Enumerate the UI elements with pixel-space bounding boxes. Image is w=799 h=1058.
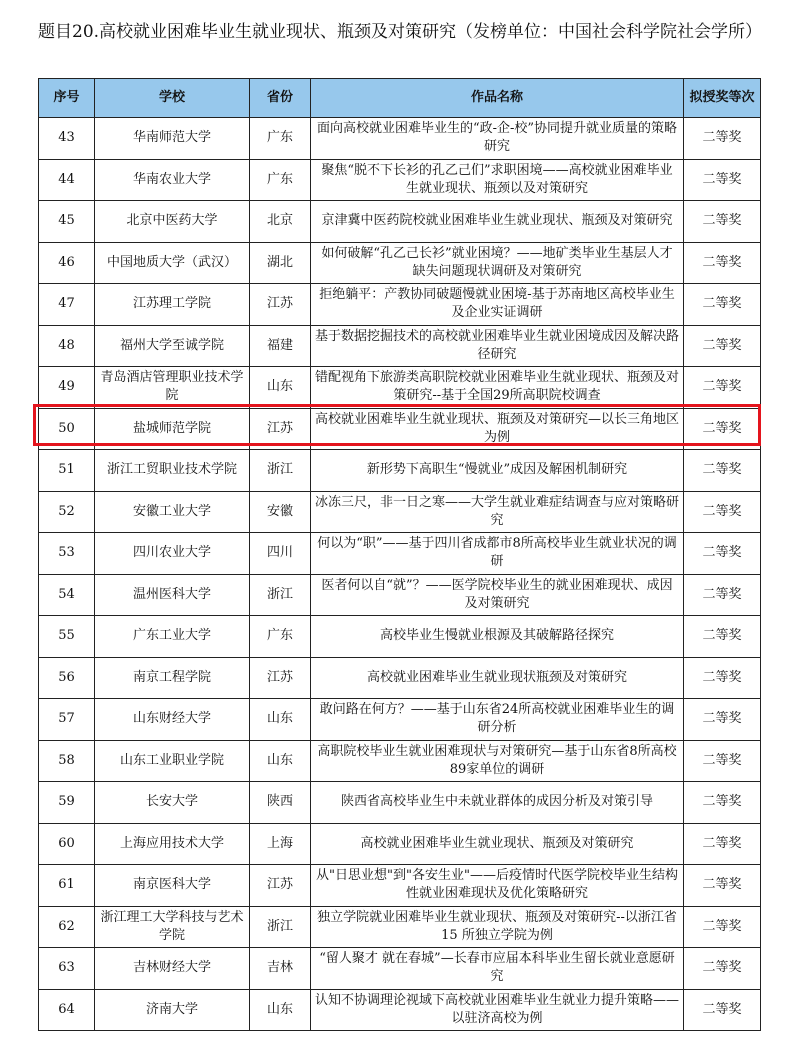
cell-award: 二等奖 <box>684 367 761 409</box>
cell-school: 四川农业大学 <box>95 533 250 575</box>
cell-award: 二等奖 <box>684 284 761 326</box>
cell-school: 盐城师范学院 <box>95 408 250 450</box>
cell-school: 安徽工业大学 <box>95 491 250 533</box>
table-row <box>39 865 761 907</box>
cell-work-title: 医者何以自“就”？——医学院校毕业生的就业困难现状、成因及对策研究 <box>311 574 684 616</box>
cell-province: 山东 <box>250 699 311 741</box>
table-row <box>39 533 761 575</box>
cell-province: 浙江 <box>250 574 311 616</box>
cell-number: 53 <box>39 533 95 575</box>
cell-province: 福建 <box>250 325 311 367</box>
cell-award: 二等奖 <box>684 906 761 948</box>
table-row <box>39 782 761 824</box>
cell-province: 广东 <box>250 159 311 201</box>
cell-school: 吉林财经大学 <box>95 948 250 990</box>
table-row <box>39 242 761 284</box>
table-row <box>39 201 761 243</box>
cell-work-title: 陕西省高校毕业生中未就业群体的成因分析及对策引导 <box>311 782 684 824</box>
cell-school: 浙江工贸职业技术学院 <box>95 450 250 492</box>
cell-number: 58 <box>39 740 95 782</box>
cell-work-title: 何以为“职”——基于四川省成都市8所高校毕业生就业状况的调研 <box>311 533 684 575</box>
table-row <box>39 989 761 1031</box>
cell-school: 北京中医药大学 <box>95 201 250 243</box>
cell-work-title: 基于数据挖掘技术的高校就业困难毕业生就业困境成因及解决路径研究 <box>311 325 684 367</box>
cell-province: 浙江 <box>250 906 311 948</box>
cell-award: 二等奖 <box>684 159 761 201</box>
table-row <box>39 284 761 326</box>
cell-number: 63 <box>39 948 95 990</box>
table-row <box>39 367 761 409</box>
cell-work-title: 高校就业困难毕业生就业现状、瓶颈及对策研究 <box>311 823 684 865</box>
cell-award: 二等奖 <box>684 201 761 243</box>
cell-work-title: 拒绝躺平：产教协同破题慢就业困境-基于苏南地区高校毕业生及企业实证调研 <box>311 284 684 326</box>
cell-work-title: 聚焦“脱不下长衫的孔乙己们”求职困境——高校就业困难毕业生就业现状、瓶颈以及对策研究 <box>311 159 684 201</box>
cell-work-title: 如何破解“孔乙己长衫”就业困境？——地矿类毕业生基层人才缺失问题现状调研及对策研究 <box>311 242 684 284</box>
cell-province: 北京 <box>250 201 311 243</box>
cell-province: 山东 <box>250 740 311 782</box>
table-row <box>39 699 761 741</box>
cell-school: 南京工程学院 <box>95 657 250 699</box>
cell-award: 二等奖 <box>684 450 761 492</box>
cell-number: 43 <box>39 118 95 160</box>
cell-award: 二等奖 <box>684 574 761 616</box>
cell-number: 61 <box>39 865 95 907</box>
cell-award: 二等奖 <box>684 533 761 575</box>
cell-work-title: 高校就业困难毕业生就业现状、瓶颈及对策研究—以长三角地区为例 <box>311 408 684 450</box>
cell-work-title: 错配视角下旅游类高职院校就业困难毕业生就业现状、瓶颈及对策研究--基于全国29所高职院校调查 <box>311 367 684 409</box>
cell-work-title: 从"日思业想"到"各安生业"——后疫情时代医学院校毕业生结构性就业困难现状及优化策略研究 <box>311 865 684 907</box>
cell-number: 52 <box>39 491 95 533</box>
cell-number: 55 <box>39 616 95 658</box>
cell-award: 二等奖 <box>684 823 761 865</box>
cell-school: 广东工业大学 <box>95 616 250 658</box>
cell-work-title: 面向高校就业困难毕业生的“政-企-校”协同提升就业质量的策略研究 <box>311 118 684 160</box>
cell-work-title: 敢问路在何方？——基于山东省24所高校就业困难毕业生的调研分析 <box>311 699 684 741</box>
cell-award: 二等奖 <box>684 989 761 1031</box>
cell-work-title: 高校毕业生慢就业根源及其破解路径探究 <box>311 616 684 658</box>
cell-province: 广东 <box>250 118 311 160</box>
cell-number: 46 <box>39 242 95 284</box>
table-row <box>39 450 761 492</box>
cell-province: 吉林 <box>250 948 311 990</box>
cell-award: 二等奖 <box>684 616 761 658</box>
cell-province: 江苏 <box>250 865 311 907</box>
table-row <box>39 159 761 201</box>
cell-award: 二等奖 <box>684 699 761 741</box>
cell-school: 江苏理工学院 <box>95 284 250 326</box>
cell-award: 二等奖 <box>684 657 761 699</box>
table-row <box>39 906 761 948</box>
cell-school: 华南师范大学 <box>95 118 250 160</box>
cell-number: 51 <box>39 450 95 492</box>
cell-province: 浙江 <box>250 450 311 492</box>
cell-province: 山东 <box>250 367 311 409</box>
cell-number: 62 <box>39 906 95 948</box>
cell-number: 44 <box>39 159 95 201</box>
cell-number: 45 <box>39 201 95 243</box>
cell-school: 山东工业职业学院 <box>95 740 250 782</box>
cell-school: 中国地质大学（武汉） <box>95 242 250 284</box>
table-row <box>39 574 761 616</box>
cell-number: 64 <box>39 989 95 1031</box>
cell-province: 陕西 <box>250 782 311 824</box>
header-province: 省份 <box>250 79 311 118</box>
table-row <box>39 408 761 450</box>
cell-number: 49 <box>39 367 95 409</box>
cell-school: 青岛酒店管理职业技术学院 <box>95 367 250 409</box>
cell-school: 济南大学 <box>95 989 250 1031</box>
cell-award: 二等奖 <box>684 740 761 782</box>
cell-award: 二等奖 <box>684 325 761 367</box>
cell-province: 江苏 <box>250 408 311 450</box>
header-number: 序号 <box>39 79 95 118</box>
cell-work-title: 高职院校毕业生就业困难现状与对策研究—基于山东省8所高校89家单位的调研 <box>311 740 684 782</box>
cell-school: 长安大学 <box>95 782 250 824</box>
cell-award: 二等奖 <box>684 491 761 533</box>
table-row <box>39 657 761 699</box>
table-row <box>39 325 761 367</box>
cell-school: 南京医科大学 <box>95 865 250 907</box>
cell-number: 57 <box>39 699 95 741</box>
page-title: 题目20.高校就业困难毕业生就业现状、瓶颈及对策研究（发榜单位：中国社会科学院社会学所） <box>38 22 763 42</box>
table-row <box>39 118 761 160</box>
cell-award: 二等奖 <box>684 118 761 160</box>
cell-work-title: “留人聚才 就在春城”—长春市应届本科毕业生留长就业意愿研究 <box>311 948 684 990</box>
cell-award: 二等奖 <box>684 782 761 824</box>
table-row <box>39 491 761 533</box>
table-row <box>39 948 761 990</box>
cell-number: 48 <box>39 325 95 367</box>
awards-table <box>38 78 761 1031</box>
cell-province: 四川 <box>250 533 311 575</box>
header-award: 拟授奖等次 <box>684 79 761 118</box>
cell-number: 56 <box>39 657 95 699</box>
cell-province: 上海 <box>250 823 311 865</box>
cell-work-title: 高校就业困难毕业生就业现状瓶颈及对策研究 <box>311 657 684 699</box>
cell-province: 安徽 <box>250 491 311 533</box>
cell-school: 浙江理工大学科技与艺术学院 <box>95 906 250 948</box>
cell-number: 50 <box>39 408 95 450</box>
cell-province: 湖北 <box>250 242 311 284</box>
table-header-row <box>39 79 761 118</box>
header-work-title: 作品名称 <box>311 79 684 118</box>
cell-work-title: 独立学院就业困难毕业生就业现状、瓶颈及对策研究--以浙江省 15 所独立学院为例 <box>311 906 684 948</box>
cell-work-title: 新形势下高职生“慢就业”成因及解困机制研究 <box>311 450 684 492</box>
cell-province: 江苏 <box>250 284 311 326</box>
cell-school: 温州医科大学 <box>95 574 250 616</box>
cell-award: 二等奖 <box>684 948 761 990</box>
cell-work-title: 认知不协调理论视域下高校就业困难毕业生就业力提升策略——以驻济高校为例 <box>311 989 684 1031</box>
cell-school: 福州大学至诚学院 <box>95 325 250 367</box>
cell-school: 华南农业大学 <box>95 159 250 201</box>
cell-number: 60 <box>39 823 95 865</box>
cell-number: 59 <box>39 782 95 824</box>
table-row <box>39 823 761 865</box>
cell-award: 二等奖 <box>684 242 761 284</box>
table-row <box>39 616 761 658</box>
cell-award: 二等奖 <box>684 865 761 907</box>
cell-province: 山东 <box>250 989 311 1031</box>
cell-award: 二等奖 <box>684 408 761 450</box>
cell-number: 54 <box>39 574 95 616</box>
cell-school: 上海应用技术大学 <box>95 823 250 865</box>
header-school: 学校 <box>95 79 250 118</box>
cell-province: 江苏 <box>250 657 311 699</box>
cell-work-title: 京津冀中医药院校就业困难毕业生就业现状、瓶颈及对策研究 <box>311 201 684 243</box>
cell-school: 山东财经大学 <box>95 699 250 741</box>
cell-province: 广东 <box>250 616 311 658</box>
cell-work-title: 冰冻三尺，非一日之寒——大学生就业难症结调查与应对策略研究 <box>311 491 684 533</box>
cell-number: 47 <box>39 284 95 326</box>
table-row <box>39 740 761 782</box>
